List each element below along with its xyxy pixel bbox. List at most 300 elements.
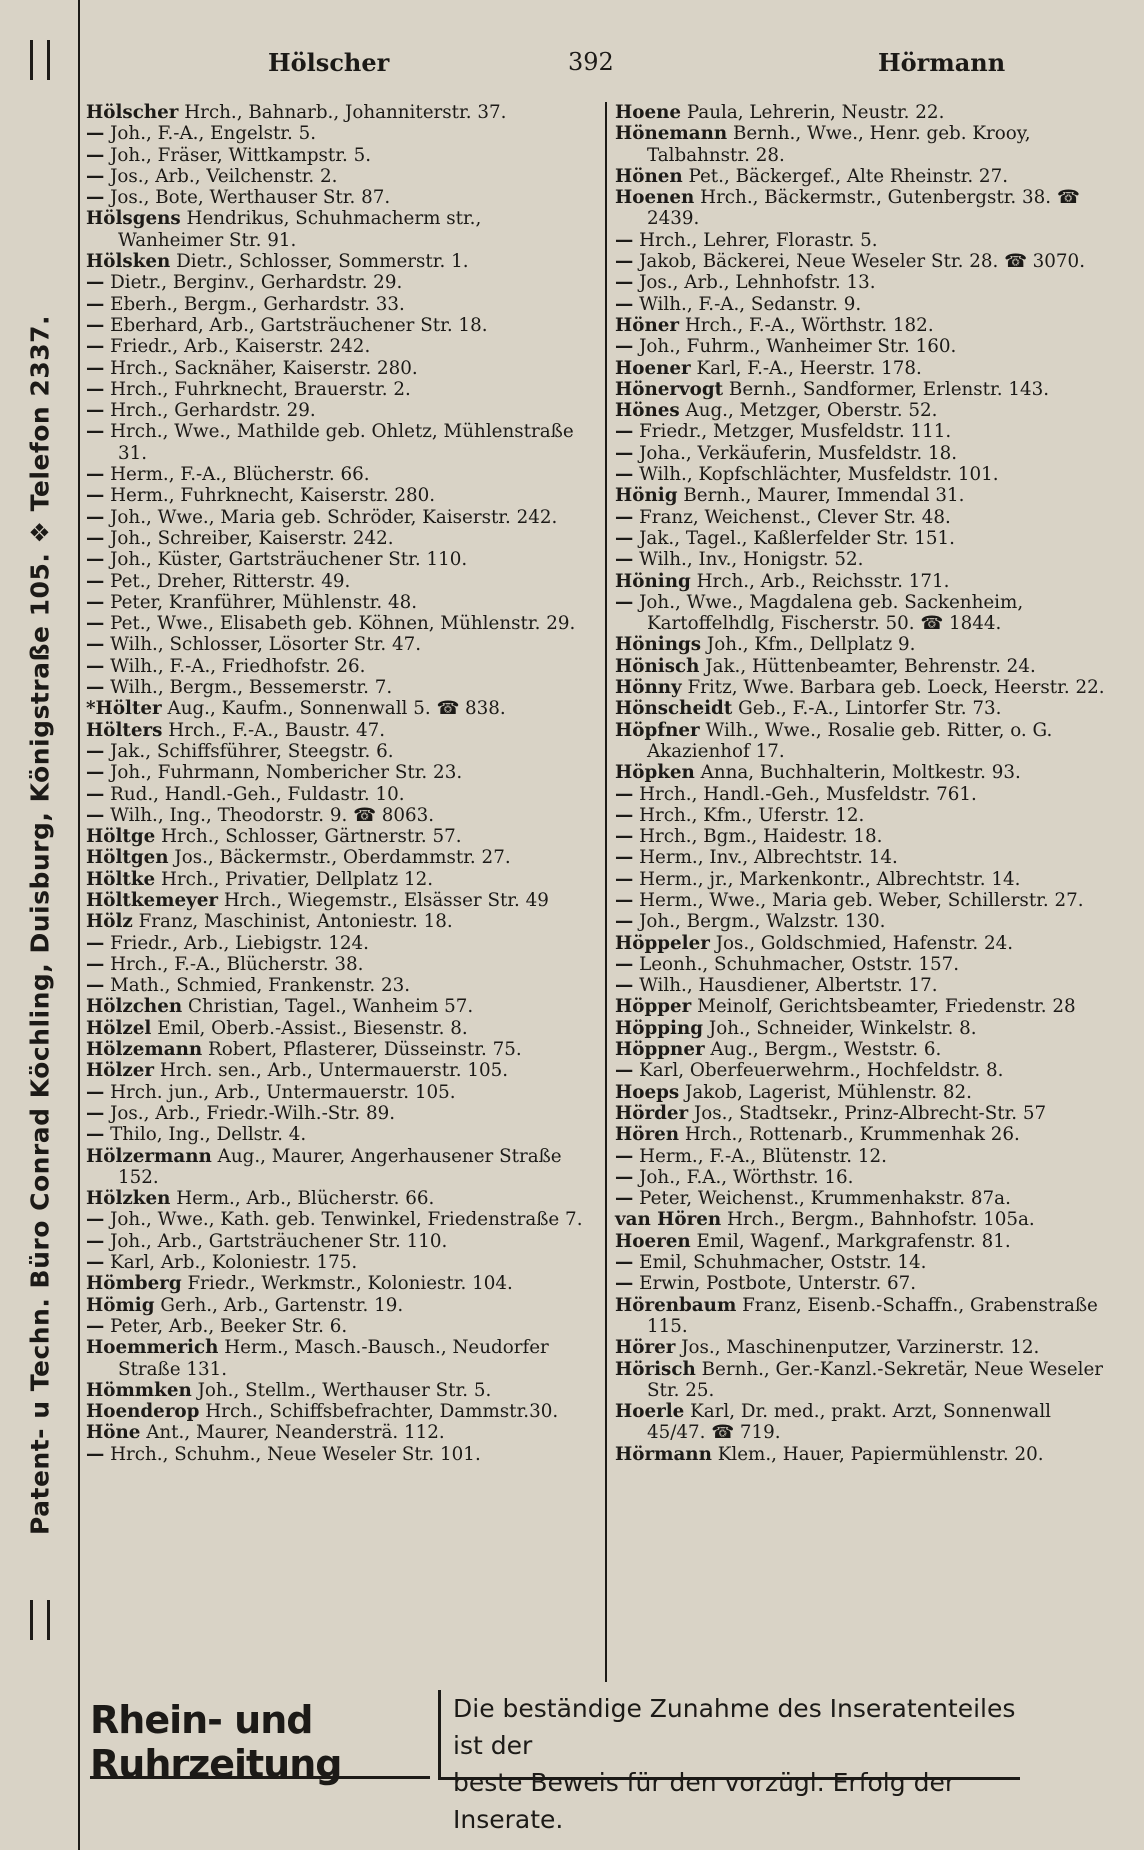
entry-details: Bernh., Maurer, Immendal 31. bbox=[683, 485, 965, 507]
entry-details: Hrch., Wwe., Mathilde geb. Ohletz, Mühlenstraße 31. bbox=[110, 421, 574, 464]
directory-entry bbox=[615, 634, 1115, 655]
directory-entry bbox=[86, 208, 586, 251]
directory-entry bbox=[86, 507, 586, 528]
directory-entry bbox=[615, 592, 1115, 635]
entry-details: Hrch., Wiegemstr., Elsässer Str. 49 bbox=[223, 889, 549, 911]
header-first-name: Hölscher bbox=[268, 48, 390, 77]
entry-surname: Höltge bbox=[86, 826, 156, 848]
entry-surname: Hönervogt bbox=[615, 378, 724, 400]
entry-surname: — bbox=[86, 1315, 105, 1337]
entry-details: Christian, Tagel., Wanheim 57. bbox=[187, 996, 474, 1018]
directory-entry bbox=[615, 698, 1115, 719]
entry-details: Joh., Stellm., Werthauser Str. 5. bbox=[197, 1379, 492, 1401]
entry-surname: — bbox=[86, 165, 105, 187]
entry-details: Wilh., Hausdiener, Albertstr. 17. bbox=[639, 975, 938, 997]
directory-entry bbox=[615, 826, 1115, 847]
entry-details: Wilh., Ing., Theodorstr. 9. ☎ 8063. bbox=[110, 804, 435, 826]
directory-entry bbox=[86, 358, 586, 379]
entry-details: Jak., Schiffsführer, Steegstr. 6. bbox=[110, 740, 394, 762]
directory-entry bbox=[615, 230, 1115, 251]
entry-surname: — bbox=[86, 804, 105, 826]
entry-details: Friedr., Arb., Liebigstr. 124. bbox=[110, 932, 369, 954]
entry-surname: — bbox=[86, 613, 105, 635]
directory-entry bbox=[615, 187, 1115, 230]
entry-details: Herm., Wwe., Maria geb. Weber, Schillerstr. 27. bbox=[639, 889, 1084, 911]
directory-entry bbox=[86, 1103, 586, 1124]
entry-surname: Hönings bbox=[615, 634, 702, 656]
entry-details: Karl, F.-A., Heerstr. 178. bbox=[696, 357, 922, 379]
directory-entry bbox=[615, 656, 1115, 677]
entry-details: Peter, Weichenst., Krummenhakstr. 87a. bbox=[639, 1188, 1011, 1210]
entry-surname: — bbox=[86, 975, 105, 997]
entry-surname: Hoenen bbox=[615, 187, 695, 209]
directory-entry bbox=[615, 400, 1115, 421]
entry-details: Hrch., Schiffsbefrachter, Dammstr.30. bbox=[205, 1401, 559, 1423]
directory-entry bbox=[86, 1209, 586, 1230]
entry-details: Eberhard, Arb., Gartsträuchener Str. 18. bbox=[110, 314, 488, 336]
entry-details: Aug., Metzger, Oberstr. 52. bbox=[685, 400, 938, 422]
directory-entry bbox=[615, 1231, 1115, 1252]
directory-entry bbox=[86, 826, 586, 847]
entry-surname: Hömig bbox=[86, 1294, 155, 1316]
entry-details: Jak., Hüttenbeamter, Behrenstr. 24. bbox=[705, 655, 1036, 677]
entry-surname: Hölzel bbox=[86, 1017, 152, 1039]
entry-surname: — bbox=[86, 314, 105, 336]
side-banner-text: Patent- u Techn. Büro Conrad Köchling, Duisburg, Königstraße 105. ❖ Telefon 2337. bbox=[25, 314, 55, 1536]
entry-details: Jos., Bäckermstr., Oberdammstr. 27. bbox=[174, 847, 511, 869]
directory-entry bbox=[86, 1082, 586, 1103]
ad-slogan-line-1: Die beständige Zunahme des Inseratenteiles ist der bbox=[453, 1694, 1016, 1760]
directory-entry bbox=[86, 890, 586, 911]
entry-surname: — bbox=[615, 549, 634, 571]
entry-details: Hrch., Kfm., Uferstr. 12. bbox=[639, 804, 865, 826]
entry-details: Hrch., F.-A., Blücherstr. 38. bbox=[110, 953, 364, 975]
entry-details: Ant., Maurer, Neandersträ. 112. bbox=[146, 1422, 445, 1444]
side-banner bbox=[0, 0, 80, 1850]
directory-entry bbox=[615, 762, 1115, 783]
ad-newspaper-title: Rhein- und Ruhrzeitung bbox=[90, 1698, 430, 1779]
ad-slogan-line-2: beste Beweis für den vorzügl. Erfolg der Inserate. bbox=[453, 1768, 956, 1834]
banner-bars-bottom bbox=[30, 1600, 50, 1640]
directory-entry bbox=[615, 1060, 1115, 1081]
entry-surname: Hörmann bbox=[615, 1443, 712, 1465]
entry-details: Hrch., Lehrer, Florastr. 5. bbox=[639, 229, 878, 251]
directory-entry bbox=[86, 1337, 586, 1380]
directory-entry bbox=[86, 145, 586, 166]
entry-details: Wilh., Schlosser, Lösorter Str. 47. bbox=[110, 634, 422, 656]
entry-surname: van Hören bbox=[615, 1209, 722, 1231]
entry-surname: — bbox=[615, 1273, 634, 1295]
directory-entry bbox=[86, 1422, 586, 1443]
entry-surname: Hönny bbox=[615, 677, 682, 699]
directory-entry bbox=[615, 571, 1115, 592]
directory-entry bbox=[615, 805, 1115, 826]
entry-details: Joh., Kfm., Dellplatz 9. bbox=[706, 634, 916, 656]
entry-details: Geb., F.-A., Lintorfer Str. 73. bbox=[738, 698, 1002, 720]
entry-details: Paula, Lehrerin, Neustr. 22. bbox=[686, 102, 945, 123]
entry-details: Friedr., Werkmstr., Koloniestr. 104. bbox=[187, 1273, 513, 1295]
entry-surname: — bbox=[615, 889, 634, 911]
entry-details: Aug., Maurer, Angerhausener Straße 152. bbox=[118, 1145, 562, 1188]
entry-surname: Hölsken bbox=[86, 251, 171, 273]
entry-surname: — bbox=[86, 677, 105, 699]
entry-details: Pet., Dreher, Ritterstr. 49. bbox=[110, 570, 351, 592]
directory-entry bbox=[615, 443, 1115, 464]
entry-surname: — bbox=[86, 953, 105, 975]
entry-surname: Hönisch bbox=[615, 655, 700, 677]
entry-details: Leonh., Schuhmacher, Oststr. 157. bbox=[639, 953, 960, 975]
entry-surname: Hölzer bbox=[86, 1060, 155, 1082]
directory-entry bbox=[615, 336, 1115, 357]
directory-entry bbox=[615, 1252, 1115, 1273]
entry-details: Jos., Arb., Lehnhofstr. 13. bbox=[639, 272, 876, 294]
entry-surname: — bbox=[86, 1443, 105, 1465]
directory-entry bbox=[86, 805, 586, 826]
directory-entry bbox=[86, 869, 586, 890]
directory-entry bbox=[86, 251, 586, 272]
entry-surname: — bbox=[615, 421, 634, 443]
directory-entry bbox=[615, 1082, 1115, 1103]
entry-details: Jos., Arb., Friedr.-Wilh.-Str. 89. bbox=[110, 1102, 396, 1124]
entry-details: Joh., Wwe., Magdalena geb. Sackenheim, Kartoffelhdlg, Fischerstr. 50. ☎ 1844. bbox=[639, 591, 1024, 635]
entry-surname: — bbox=[86, 336, 105, 358]
directory-entry bbox=[615, 379, 1115, 400]
directory-entry bbox=[615, 1444, 1115, 1465]
entry-details: Dietr., Schlosser, Sommerstr. 1. bbox=[176, 251, 469, 273]
directory-entry bbox=[615, 315, 1115, 336]
entry-details: Thilo, Ing., Dellstr. 4. bbox=[110, 1124, 307, 1146]
directory-entry bbox=[86, 613, 586, 634]
entry-surname: — bbox=[615, 783, 634, 805]
directory-entry bbox=[86, 741, 586, 762]
entry-details: Aug., Kaufm., Sonnenwall 5. ☎ 838. bbox=[167, 698, 506, 720]
entry-details: Herm., F.-A., Blütenstr. 12. bbox=[639, 1145, 887, 1167]
entry-surname: Hönscheidt bbox=[615, 698, 733, 720]
entry-details: Peter, Arb., Beeker Str. 6. bbox=[110, 1315, 348, 1337]
directory-entry bbox=[86, 421, 586, 464]
entry-details: Herm., jr., Markenkontr., Albrechtstr. 14. bbox=[639, 868, 1021, 890]
entry-details: Pet., Bäckergef., Alte Rheinstr. 27. bbox=[688, 165, 1009, 187]
entry-details: Emil, Wagenf., Markgrafenstr. 81. bbox=[696, 1230, 1011, 1252]
directory-entry bbox=[86, 1380, 586, 1401]
directory-entry bbox=[86, 933, 586, 954]
entry-surname: Hölsgens bbox=[86, 208, 181, 230]
directory-entry bbox=[86, 166, 586, 187]
entry-surname: — bbox=[615, 229, 634, 251]
entry-surname: — bbox=[615, 272, 634, 294]
directory-entry bbox=[615, 1273, 1115, 1294]
directory-entry bbox=[86, 1273, 586, 1294]
entry-details: Hrch., Bahnarb., Johanniterstr. 37. bbox=[184, 102, 507, 123]
entry-surname: — bbox=[86, 1252, 105, 1274]
entry-surname: — bbox=[86, 506, 105, 528]
entry-details: Joh., Fuhrmann, Nombericher Str. 23. bbox=[110, 762, 463, 784]
directory-entry bbox=[615, 1401, 1115, 1444]
entry-surname: — bbox=[86, 1209, 105, 1231]
directory-entry bbox=[615, 358, 1115, 379]
directory-entry bbox=[86, 677, 586, 698]
entry-surname: — bbox=[86, 293, 105, 315]
entry-details: Joh., F.A., Wörthstr. 16. bbox=[639, 1166, 854, 1188]
directory-entry bbox=[615, 1209, 1115, 1230]
directory-entry bbox=[615, 464, 1115, 485]
entry-details: Jos., Bote, Werthauser Str. 87. bbox=[110, 187, 391, 209]
directory-entry bbox=[86, 123, 586, 144]
entry-details: Aug., Bergm., Weststr. 6. bbox=[710, 1039, 942, 1061]
entry-surname: — bbox=[86, 485, 105, 507]
directory-entry bbox=[615, 1188, 1115, 1209]
entry-surname: Höpper bbox=[615, 996, 692, 1018]
entry-details: Hrch., F.-A., Baustr. 47. bbox=[168, 719, 386, 741]
directory-entry bbox=[86, 464, 586, 485]
entry-surname: Höltgen bbox=[86, 847, 169, 869]
entry-details: Hrch., Gerhardstr. 29. bbox=[110, 400, 316, 422]
entry-surname: — bbox=[615, 911, 634, 933]
entry-details: Wilh., Wwe., Rosalie geb. Ritter, o. G. Akazienhof 17. bbox=[647, 719, 1053, 762]
entry-surname: — bbox=[86, 783, 105, 805]
directory-entry bbox=[86, 400, 586, 421]
directory-entry bbox=[615, 869, 1115, 890]
entry-details: Bernh., Ger.-Kanzl.-Sekretär, Neue Weseler Str. 25. bbox=[647, 1358, 1104, 1401]
entry-surname: Hömmken bbox=[86, 1379, 192, 1401]
entry-surname: — bbox=[86, 1081, 105, 1103]
directory-entry bbox=[86, 1252, 586, 1273]
entry-details: Hrch., Bgm., Haidestr. 18. bbox=[639, 826, 883, 848]
directory-entry bbox=[615, 954, 1115, 975]
directory-entry bbox=[615, 294, 1115, 315]
directory-entry bbox=[86, 571, 586, 592]
entry-surname: — bbox=[86, 1230, 105, 1252]
directory-entry bbox=[615, 784, 1115, 805]
directory-entry bbox=[615, 1103, 1115, 1124]
entry-surname: Hörder bbox=[615, 1102, 689, 1124]
entry-details: Joh., Bergm., Walzstr. 130. bbox=[639, 911, 886, 933]
entry-surname: — bbox=[86, 400, 105, 422]
entry-details: Friedr., Metzger, Musfeldstr. 111. bbox=[639, 421, 952, 443]
entry-surname: Hoeps bbox=[615, 1081, 680, 1103]
entry-details: Robert, Pflasterer, Düsseinstr. 75. bbox=[208, 1039, 522, 1061]
entry-details: Klem., Hauer, Papiermühlenstr. 20. bbox=[717, 1443, 1044, 1465]
entry-surname: — bbox=[86, 591, 105, 613]
entry-details: Fritz, Wwe. Barbara geb. Loeck, Heerstr. 22. bbox=[687, 677, 1105, 699]
entry-details: Jos., Goldschmied, Hafenstr. 24. bbox=[715, 932, 1014, 954]
entry-surname: — bbox=[615, 251, 634, 273]
entry-details: Joh., Schreiber, Kaiserstr. 242. bbox=[110, 527, 394, 549]
directory-entry bbox=[86, 762, 586, 783]
directory-entry bbox=[615, 1146, 1115, 1167]
entry-surname: Hölzken bbox=[86, 1188, 171, 1210]
entry-details: Jos., Maschinenputzer, Varzinerstr. 12. bbox=[681, 1337, 1040, 1359]
entry-details: Hrch., Schuhm., Neue Weseler Str. 101. bbox=[110, 1443, 481, 1465]
entry-surname: — bbox=[86, 655, 105, 677]
directory-entry bbox=[86, 1295, 586, 1316]
page-number: 392 bbox=[568, 48, 614, 76]
entry-surname: — bbox=[86, 421, 105, 443]
entry-details: Hrch., Bäckermstr., Gutenbergstr. 38. ☎ 2439. bbox=[647, 187, 1080, 230]
entry-details: Eberh., Bergm., Gerhardstr. 33. bbox=[110, 293, 405, 315]
directory-entry bbox=[615, 677, 1115, 698]
entry-details: Joh., Wwe., Maria geb. Schröder, Kaiserstr. 242. bbox=[110, 506, 558, 528]
directory-entry bbox=[86, 1039, 586, 1060]
entry-surname: Höltke bbox=[86, 868, 156, 890]
directory-entry bbox=[86, 336, 586, 357]
directory-entry bbox=[86, 656, 586, 677]
entry-details: Gerh., Arb., Gartenstr. 19. bbox=[160, 1294, 404, 1316]
directory-entry bbox=[86, 911, 586, 932]
directory-entry bbox=[615, 1337, 1115, 1358]
entry-details: Emil, Oberb.-Assist., Biesenstr. 8. bbox=[157, 1017, 468, 1039]
directory-entry bbox=[86, 1146, 586, 1189]
entry-surname: Höpken bbox=[615, 762, 695, 784]
directory-entry bbox=[615, 549, 1115, 570]
entry-surname: — bbox=[86, 549, 105, 571]
banner-bars-top bbox=[30, 40, 50, 80]
entry-surname: Hoene bbox=[615, 102, 682, 123]
entry-details: Hrch., Handl.-Geh., Musfeldstr. 761. bbox=[639, 783, 977, 805]
entry-surname: — bbox=[615, 527, 634, 549]
entry-surname: — bbox=[86, 762, 105, 784]
entry-surname: Hömberg bbox=[86, 1273, 182, 1295]
entry-surname: Hörisch bbox=[615, 1358, 696, 1380]
entry-details: Joh., Schneider, Winkelstr. 8. bbox=[708, 1017, 977, 1039]
entry-surname: Hölz bbox=[86, 911, 133, 933]
directory-entry bbox=[615, 1359, 1115, 1402]
entry-surname: Hoenderop bbox=[86, 1401, 200, 1423]
entry-details: Hrch., Privatier, Dellplatz 12. bbox=[160, 868, 434, 890]
directory-entry bbox=[86, 634, 586, 655]
directory-entry bbox=[615, 1167, 1115, 1188]
entry-surname: Hörenbaum bbox=[615, 1294, 737, 1316]
entry-surname: Hören bbox=[615, 1124, 680, 1146]
entry-surname: — bbox=[86, 1124, 105, 1146]
entry-details: Herm., Masch.-Bausch., Neudorfer Straße 131. bbox=[118, 1337, 549, 1380]
directory-entry bbox=[86, 1401, 586, 1422]
entry-details: Wilh., F.-A., Friedhofstr. 26. bbox=[110, 655, 366, 677]
entry-surname: Höpping bbox=[615, 1017, 704, 1039]
entry-details: Wilh., Kopfschlächter, Musfeldstr. 101. bbox=[639, 464, 999, 486]
entry-details: Wilh., Bergm., Bessemerstr. 7. bbox=[110, 677, 393, 699]
entry-surname: — bbox=[615, 847, 634, 869]
entry-details: Karl, Arb., Koloniestr. 175. bbox=[110, 1252, 358, 1274]
directory-entry bbox=[615, 996, 1115, 1017]
entry-details: Hrch. jun., Arb., Untermauerstr. 105. bbox=[110, 1081, 456, 1103]
entry-surname: Hoerle bbox=[615, 1401, 685, 1423]
directory-entry bbox=[615, 251, 1115, 272]
entry-details: Herm., F.-A., Blücherstr. 66. bbox=[110, 464, 370, 486]
entry-surname: Höppner bbox=[615, 1039, 705, 1061]
entry-surname: Hölzermann bbox=[86, 1145, 212, 1167]
entry-surname: — bbox=[86, 144, 105, 166]
directory-entry bbox=[86, 975, 586, 996]
entry-surname: — bbox=[615, 1188, 634, 1210]
directory-entry bbox=[615, 890, 1115, 911]
entry-surname: — bbox=[86, 570, 105, 592]
entry-details: Jos., Stadtsekr., Prinz-Albrecht-Str. 57 bbox=[693, 1102, 1047, 1124]
directory-entry bbox=[86, 315, 586, 336]
entry-surname: — bbox=[86, 272, 105, 294]
directory-entry bbox=[615, 933, 1115, 954]
page-header bbox=[78, 48, 1144, 88]
directory-entry bbox=[86, 485, 586, 506]
directory-entry bbox=[615, 1295, 1115, 1338]
entry-details: Jakob, Bäckerei, Neue Weseler Str. 28. ☎ 3070. bbox=[639, 251, 1086, 273]
entry-surname: — bbox=[86, 464, 105, 486]
entry-surname: — bbox=[86, 932, 105, 954]
entry-details: Peter, Kranführer, Mühlenstr. 48. bbox=[110, 591, 418, 613]
entry-details: Hrch., Schlosser, Gärtnerstr. 57. bbox=[161, 826, 462, 848]
entry-details: Franz, Weichenst., Clever Str. 48. bbox=[639, 506, 951, 528]
directory-entry bbox=[615, 1124, 1115, 1145]
entry-details: Karl, Dr. med., prakt. Arzt, Sonnenwall 45/47. ☎ 719. bbox=[647, 1401, 1052, 1444]
directory-entry bbox=[86, 379, 586, 400]
directory-entry bbox=[86, 784, 586, 805]
entry-surname: Hölzemann bbox=[86, 1039, 203, 1061]
entry-details: Friedr., Arb., Kaiserstr. 242. bbox=[110, 336, 371, 358]
entry-surname: — bbox=[615, 953, 634, 975]
entry-details: Wilh., F.-A., Sedanstr. 9. bbox=[639, 293, 862, 315]
entry-details: Hrch., Fuhrknecht, Brauerstr. 2. bbox=[110, 378, 411, 400]
entry-details: Jos., Arb., Veilchenstr. 2. bbox=[110, 165, 338, 187]
entry-details: Pet., Wwe., Elisabeth geb. Köhnen, Mühlenstr. 29. bbox=[110, 613, 576, 635]
directory-entry bbox=[615, 911, 1115, 932]
entry-details: Joh., Wwe., Kath. geb. Tenwinkel, Friedenstraße 7. bbox=[110, 1209, 583, 1231]
directory-entry bbox=[615, 720, 1115, 763]
directory-entry bbox=[86, 187, 586, 208]
entry-surname: — bbox=[615, 826, 634, 848]
entry-details: Joh., Fräser, Wittkampstr. 5. bbox=[110, 144, 372, 166]
entry-surname: — bbox=[615, 442, 634, 464]
entry-details: Franz, Maschinist, Antoniestr. 18. bbox=[138, 911, 453, 933]
entry-surname: Höppeler bbox=[615, 932, 710, 954]
entry-details: Herm., Fuhrknecht, Kaiserstr. 280. bbox=[110, 485, 436, 507]
entry-details: Joh., F.-A., Engelstr. 5. bbox=[110, 123, 317, 145]
entry-surname: — bbox=[615, 464, 634, 486]
entry-surname: Hoeren bbox=[615, 1230, 691, 1252]
directory-entry bbox=[86, 272, 586, 293]
entry-surname: — bbox=[615, 1252, 634, 1274]
entry-details: Karl, Oberfeuerwehrm., Hochfeldstr. 8. bbox=[639, 1060, 1004, 1082]
directory-entry bbox=[615, 485, 1115, 506]
entry-details: Hrch., Rottenarb., Krummenhak 26. bbox=[684, 1124, 1020, 1146]
entry-surname: — bbox=[86, 527, 105, 549]
directory-entry bbox=[86, 720, 586, 741]
entry-details: Franz, Eisenb.-Schaffn., Grabenstraße 115. bbox=[647, 1294, 1098, 1337]
entry-surname: — bbox=[615, 506, 634, 528]
directory-entry bbox=[86, 1188, 586, 1209]
entry-surname: Hönemann bbox=[615, 123, 728, 145]
directory-entry bbox=[615, 123, 1115, 166]
directory-entry bbox=[615, 528, 1115, 549]
right-column bbox=[605, 102, 1115, 1682]
entry-surname: Höning bbox=[615, 570, 691, 592]
entry-details: Joh., Fuhrm., Wanheimer Str. 160. bbox=[639, 336, 957, 358]
entry-surname: Hönen bbox=[615, 165, 683, 187]
entry-surname: Höner bbox=[615, 314, 680, 336]
entry-details: Hrch., Arb., Reichsstr. 171. bbox=[696, 570, 950, 592]
entry-surname: — bbox=[615, 1166, 634, 1188]
entry-surname: Hönes bbox=[615, 400, 680, 422]
entry-surname: — bbox=[615, 804, 634, 826]
directory-entry bbox=[86, 102, 586, 123]
directory-entry bbox=[86, 592, 586, 613]
entry-surname: Höpfner bbox=[615, 719, 700, 741]
entry-surname: — bbox=[615, 1060, 634, 1082]
entry-surname: Hölzchen bbox=[86, 996, 183, 1018]
entry-surname: Hoener bbox=[615, 357, 691, 379]
directory-entry bbox=[86, 954, 586, 975]
entry-surname: — bbox=[86, 1102, 105, 1124]
directory-entry bbox=[615, 421, 1115, 442]
